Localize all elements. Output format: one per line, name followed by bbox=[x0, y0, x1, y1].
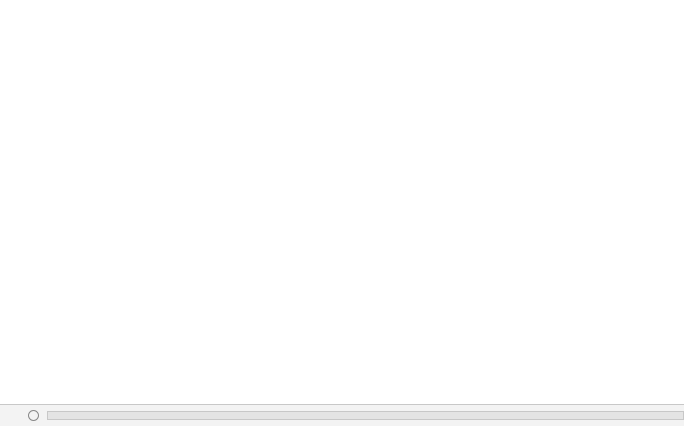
sheet-tab-bar bbox=[0, 404, 684, 426]
horizontal-scrollbar[interactable] bbox=[47, 411, 684, 420]
add-sheet-icon[interactable] bbox=[28, 410, 39, 421]
